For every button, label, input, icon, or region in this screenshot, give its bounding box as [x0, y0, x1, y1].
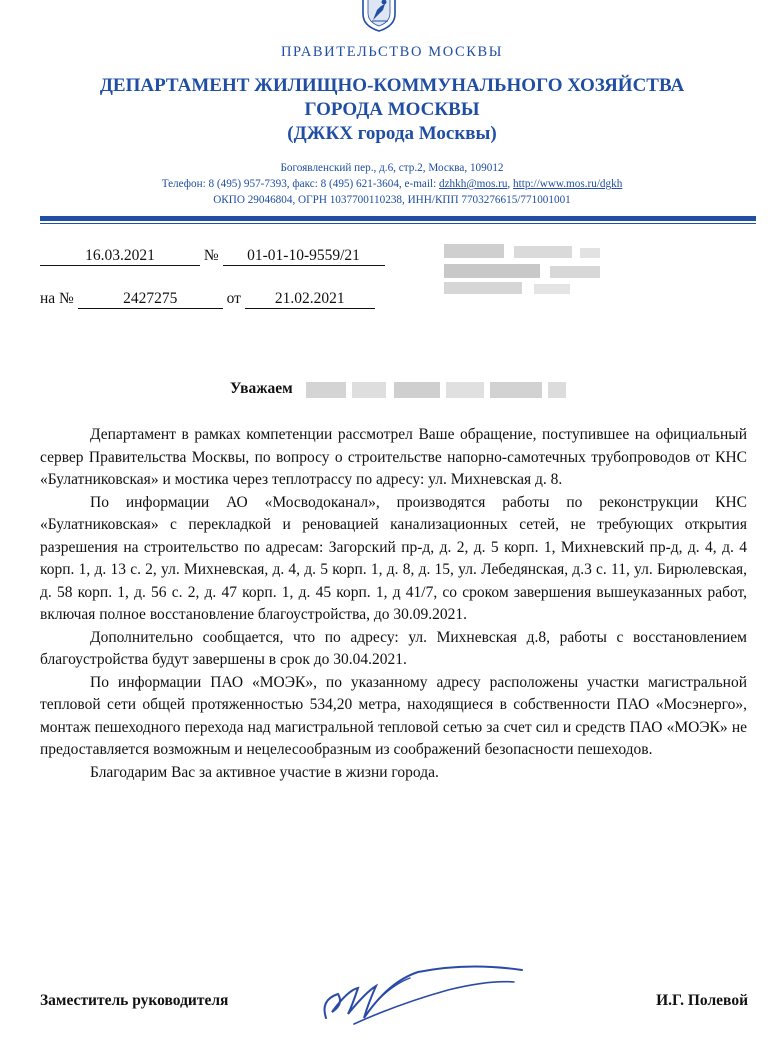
- department-line-1: ДЕПАРТАМЕНТ ЖИЛИЩНО-КОММУНАЛЬНОГО ХОЗЯЙСТВА: [99, 75, 685, 96]
- codes-line: ОКПО 29046804, ОГРН 1037700110238, ИНН/КПП 7703276615/771001001: [213, 194, 571, 206]
- address-line: Богоявленский пер., д.6, стр.2, Москва, 109012: [280, 162, 504, 174]
- registration-number: 01-01-10-9559/21: [223, 247, 385, 266]
- reference-from: от: [226, 290, 241, 307]
- signer-name: И.Г. Полевой: [656, 992, 748, 1009]
- paragraph: По информации АО «Мосводоканал», производятся работы по реконструкции КНС «Булатниковская» с перекладкой и реновацией канализационных сетей, не требующих открытия разрешения на строительство по адресам: Загорский пр-д, д. 2, д. 5 корп. 1, Михневский пр-д, д. 4, д. 4 корп. 1, д. 13 с. 2, ул. Михневская, д. 4, д. 5 корп. 1, д. 8, д. 15, ул. Лебедянская, д.3 с. 11, ул. Бирюлевская, д. 58 корп. 1, д. 56 с. 2, д. 47 корп. 1, д. 45 корп. 1, д 41/7, со сроком завершения вышеуказанных работ, включая полное восстановление благоустройства, до 30.09.2021.: [40, 493, 747, 623]
- website-link[interactable]: http://www.mos.ru/dgkh: [513, 178, 623, 190]
- number-sign: №: [203, 247, 219, 264]
- moscow-coat-of-arms-icon: [359, 0, 399, 32]
- paragraph: По информации ПАО «МОЭК», по указанному адресу расположены участки магистральной тепловой сети общей протяженностью 534,20 метра, находящиеся в собственности ПАО «Мосэнерго», монтаж пешеходного перехода над магистральной тепловой сетью за счет сил и средств ПАО «МОЭК» не предоставляется возможным и нецелесообразным из соображений безопасности пешеходов.: [40, 673, 747, 758]
- letter-body: [40, 424, 747, 784]
- contacts-block: [0, 160, 784, 208]
- paragraph: Благодарим Вас за активное участие в жизни города.: [90, 763, 439, 781]
- paragraph: Департамент в рамках компетенции рассмотрел Ваше обращение, поступившее на официальный сервер Правительства Москвы, по вопросу о строительстве напорно-самотечных трубопроводов от КНС «Булатниковская» и мостика через теплотрассу по адресу: ул. Михневская д. 8.: [40, 426, 747, 488]
- redacted-addressee: [444, 244, 606, 296]
- handwritten-signature-icon: [318, 960, 528, 1030]
- header-divider-thick: [40, 216, 756, 221]
- header-divider-thin: [40, 223, 756, 224]
- registration-date: 16.03.2021: [40, 247, 200, 266]
- department-line-2: ГОРОДА МОСКВЫ: [304, 99, 480, 120]
- reference-line: [40, 290, 375, 309]
- greeting: Уважаем: [230, 380, 293, 397]
- department-title: [0, 74, 784, 146]
- email-link[interactable]: dzhkh@mos.ru: [439, 178, 508, 190]
- phone-line: Телефон: 8 (495) 957-7393, факс: 8 (495) 621-3604, e-mail: dzhkh@mos.ru, http://www.mos.ru/dgkh: [161, 178, 623, 190]
- reference-prefix: на №: [40, 290, 74, 307]
- paragraph: Дополнительно сообщается, что по адресу: ул. Михневская д.8, работы с восстановлением благоустройства будут завершены в срок до 30.04.2021.: [40, 628, 747, 668]
- department-short-name: (ДЖКХ города Москвы): [287, 123, 497, 144]
- registration-date-number: [40, 247, 385, 266]
- redacted-recipient-name: [306, 380, 568, 400]
- phones-text: Телефон: 8 (495) 957-7393, факс: 8 (495) 621-3604, e-mail:: [161, 178, 439, 190]
- signer-position: Заместитель руководителя: [40, 992, 229, 1009]
- reference-date: 21.02.2021: [245, 290, 375, 309]
- reference-number: 2427275: [78, 290, 223, 309]
- government-title: ПРАВИТЕЛЬСТВО МОСКВЫ: [280, 44, 504, 60]
